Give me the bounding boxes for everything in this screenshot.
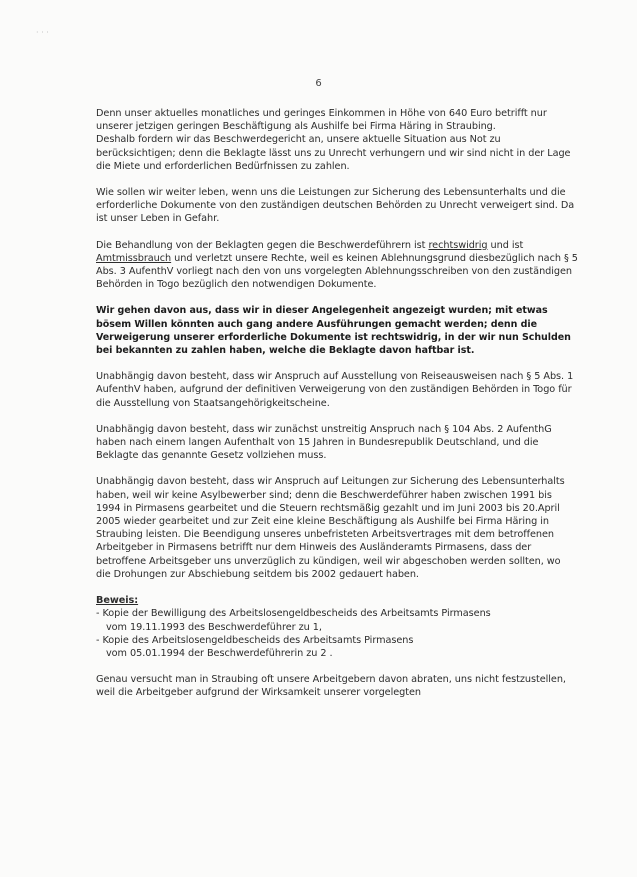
evidence-heading: Beweis: [96,595,139,607]
paragraph-bold-statement: Wir gehen davon aus, dass wir in dieser Angelegenheit angezeigt wurden; mit etwas bösem Willen könnten auch gang andere Ausführungen gemacht werden; denn die Verweigerung unserer erforderliche Dokumente ist rechtswidrig, in der wir nun Schulden bei bekannten zu zahlen haben, welche die Beklagte davon haftbar ist. [96,305,571,357]
evidence-item-line: - Kopie der Bewilligung des Arbeitslosengeldbescheids des Arbeitsamts Pirmasens [96,608,491,620]
letter-body [96,107,578,713]
paragraph-residence-claim: Unabhängig davon besteht, dass wir zunächst unstreitig Anspruch nach § 104 Abs. 2 AufenthG haben nach einem langen Aufenthalt von 15 Jahren in Bundesrepublik Deutschland, und die Beklagte das genannte Gesetz vollziehen muss. [96,423,552,462]
text-segment: und ist [487,239,524,251]
underlined-term-unlawful: rechtswidrig [428,239,488,251]
paragraph-treatment [96,239,578,292]
evidence-item-date: vom 19.11.1993 des Beschwerdeführer zu 1, [106,621,322,633]
scan-artifact: · · · [36,28,49,37]
evidence-item [96,607,578,633]
evidence-item [96,634,578,660]
evidence-item-date: vom 05.01.1994 der Beschwerdeführerin zu 2 . [106,647,333,659]
paragraph-income: Denn unser aktuelles monatliches und geringes Einkommen in Höhe von 640 Euro betrifft nur unserer jetzigen geringen Beschäftigung als Aushilfe bei Firma Häring in Straubing. [96,108,547,133]
page-number: 6 [315,78,322,89]
text-segment: und verletzt unsere Rechte, weil es keinen Ablehnungsgrund diesbezüglich nach § 5 Abs. 3 AufenthV vorliegt nach den von uns vorgelegten Ablehnungsschreiben von den zuständigen Behörden in Togo bezüglich den notwendigen Dokumente. [96,252,578,291]
text-segment: Die Behandlung von der Beklagten gegen die Beschwerdeführern ist [96,239,429,251]
underlined-term-abuse: Amtmissbrauch [96,252,172,264]
evidence-item-line: - Kopie des Arbeitslosengeldbescheids des Arbeitsamts Pirmasens [96,634,414,646]
paragraph-employers: Genau versucht man in Straubing oft unsere Arbeitgebern davon abraten, uns nicht festzustellen, weil die Arbeitgeber aufgrund der Wirksamkeit unserer vorgelegten [96,674,566,699]
paragraph-travel-documents: Unabhängig davon besteht, dass wir Anspruch auf Ausstellung von Reiseausweisen nach § 5 Abs. 1 AufenthV haben, aufgrund der definitiven Verweigerung von den zuständigen Behörden in Togo für die Ausstellung von Staatsangehörigkeitscheine. [96,371,574,409]
paragraph-request: Deshalb fordern wir das Beschwerdegericht an, unsere aktuelle Situation aus Not zu berücksichtigen; denn die Beklagte lässt uns zu Unrecht verhungern und wir sind nicht in der Lage die Miete und erforderlichen Bedürfnissen zu zahlen. [96,134,571,172]
paragraph-employment-history: Unabhängig davon besteht, dass wir Anspruch auf Leitungen zur Sicherung des Lebensunterhalts haben, weil wir keine Asylbewerber sind; denn die Beschwerdeführer haben zwischen 1991 bis 1994 in Pirmasens gearbeitet und die Steuern rechtsmäßig gezahlt und im Juni 2003 bis 20.April 2005 wieder gearbeitet und zur Zeit eine kleine Beschäftigung als Aushilfe bei Firma Häring in Straubing leisten. Die Beendigung unseres unbefristeten Arbeitsvertrages mit dem betroffenen Arbeitgeber in Pirmasens betrifft nur dem Hinweis des Ausländeramts Pirmasens, dass der betroffene Arbeitsgeber uns unverzüglich zu kündigen, weil wir abgeschoben werden sollten, wo die Drohungen zur Abschiebung seitdem bis 2002 gedauert haben. [96,476,565,580]
evidence-list [96,607,578,660]
paragraph-danger: Wie sollen wir weiter leben, wenn uns die Leistungen zur Sicherung des Lebensunterhalts und die erforderliche Dokumente von den zuständigen deutschen Behörden zu Unrecht verweigert sind. Da ist unser Leben in Gefahr. [96,187,575,225]
